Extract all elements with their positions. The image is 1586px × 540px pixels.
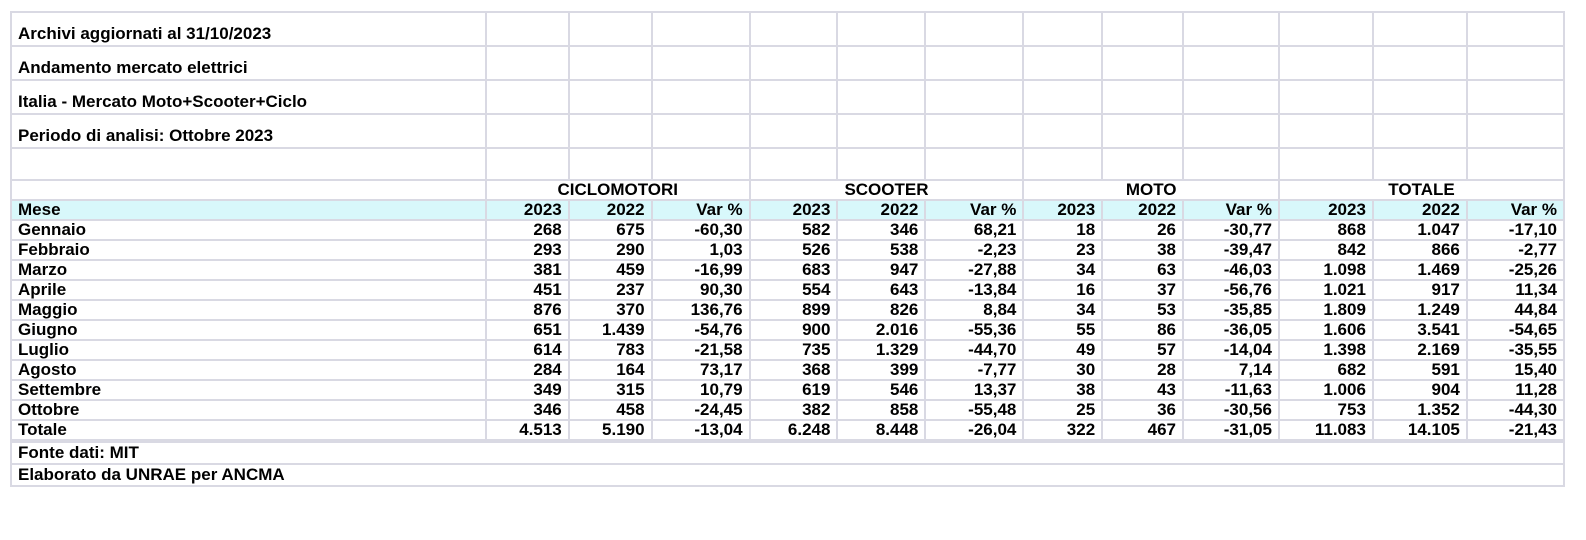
column-header-row <box>11 200 1564 220</box>
total-cell: 6.248 <box>750 420 838 441</box>
table-cell: -11,63 <box>1183 380 1279 400</box>
table-cell: 842 <box>1279 240 1373 260</box>
total-cell: -21,43 <box>1467 420 1564 441</box>
total-cell: 11.083 <box>1279 420 1373 441</box>
table-cell: 1.809 <box>1279 300 1373 320</box>
table-cell: -44,30 <box>1467 400 1564 420</box>
table-cell: 2.169 <box>1373 340 1467 360</box>
info-line: Andamento mercato elettrici <box>11 46 486 80</box>
group-label-ciclomotori: CICLOMOTORI <box>486 180 750 200</box>
column-header-mese: Mese <box>11 200 486 220</box>
table-cell: 900 <box>750 320 838 340</box>
total-cell: 322 <box>1023 420 1102 441</box>
table-cell: -46,03 <box>1183 260 1279 280</box>
table-cell: 34 <box>1023 300 1102 320</box>
table-row <box>11 300 1564 320</box>
table-cell: 37 <box>1102 280 1183 300</box>
footer-row <box>11 464 1564 486</box>
table-cell: 675 <box>569 220 652 240</box>
table-cell: 1.249 <box>1373 300 1467 320</box>
total-cell: 8.448 <box>837 420 925 441</box>
table-cell: 1.329 <box>837 340 925 360</box>
table-cell: 11,34 <box>1467 280 1564 300</box>
column-header: Var % <box>652 200 750 220</box>
table-cell: 381 <box>486 260 569 280</box>
table-cell: 399 <box>837 360 925 380</box>
month-label: Giugno <box>11 320 486 340</box>
info-row <box>11 46 1564 80</box>
market-table <box>10 11 1565 487</box>
table-cell: 15,40 <box>1467 360 1564 380</box>
table-row <box>11 360 1564 380</box>
table-cell: 346 <box>837 220 925 240</box>
total-cell: 14.105 <box>1373 420 1467 441</box>
table-cell: -2,77 <box>1467 240 1564 260</box>
table-cell: -21,58 <box>652 340 750 360</box>
table-cell: 370 <box>569 300 652 320</box>
table-cell: 90,30 <box>652 280 750 300</box>
table-cell: 682 <box>1279 360 1373 380</box>
column-header: 2022 <box>1102 200 1183 220</box>
month-label: Marzo <box>11 260 486 280</box>
table-row <box>11 260 1564 280</box>
footer-source: Fonte dati: MIT <box>11 441 1564 464</box>
table-cell: -35,55 <box>1467 340 1564 360</box>
info-row <box>11 80 1564 114</box>
column-header: 2022 <box>569 200 652 220</box>
table-cell: -55,48 <box>925 400 1023 420</box>
table-cell: 43 <box>1102 380 1183 400</box>
table-cell: -27,88 <box>925 260 1023 280</box>
table-cell: 904 <box>1373 380 1467 400</box>
table-cell: 826 <box>837 300 925 320</box>
table-cell: 23 <box>1023 240 1102 260</box>
table-cell: -60,30 <box>652 220 750 240</box>
table-cell: 651 <box>486 320 569 340</box>
table-cell: 582 <box>750 220 838 240</box>
table-cell: 783 <box>569 340 652 360</box>
table-cell: 30 <box>1023 360 1102 380</box>
table-cell: 26 <box>1102 220 1183 240</box>
table-cell: 268 <box>486 220 569 240</box>
table-cell: 858 <box>837 400 925 420</box>
table-cell: 1.098 <box>1279 260 1373 280</box>
info-line: Periodo di analisi: Ottobre 2023 <box>11 114 486 148</box>
table-cell: -55,36 <box>925 320 1023 340</box>
table-cell: 868 <box>1279 220 1373 240</box>
table-cell: -13,84 <box>925 280 1023 300</box>
table-cell: 284 <box>486 360 569 380</box>
table-cell: 36 <box>1102 400 1183 420</box>
table-cell: 458 <box>569 400 652 420</box>
table-cell: 947 <box>837 260 925 280</box>
table-row <box>11 320 1564 340</box>
table-cell: 349 <box>486 380 569 400</box>
table-cell: 18 <box>1023 220 1102 240</box>
table-cell: 1.439 <box>569 320 652 340</box>
table-cell: 34 <box>1023 260 1102 280</box>
table-cell: -44,70 <box>925 340 1023 360</box>
table-cell: 683 <box>750 260 838 280</box>
table-cell: -54,65 <box>1467 320 1564 340</box>
table-cell: -30,77 <box>1183 220 1279 240</box>
column-header: 2022 <box>837 200 925 220</box>
group-label-scooter: SCOOTER <box>750 180 1024 200</box>
table-cell: -39,47 <box>1183 240 1279 260</box>
table-cell: 73,17 <box>652 360 750 380</box>
total-cell: -13,04 <box>652 420 750 441</box>
table-cell: 57 <box>1102 340 1183 360</box>
group-header-row <box>11 180 1564 200</box>
table-cell: -2,23 <box>925 240 1023 260</box>
month-label: Agosto <box>11 360 486 380</box>
table-cell: 368 <box>750 360 838 380</box>
table-row <box>11 380 1564 400</box>
table-cell: 55 <box>1023 320 1102 340</box>
table-cell: 451 <box>486 280 569 300</box>
table-cell: 28 <box>1102 360 1183 380</box>
table-cell: 866 <box>1373 240 1467 260</box>
table-cell: -14,04 <box>1183 340 1279 360</box>
table-cell: 382 <box>750 400 838 420</box>
table-cell: 16 <box>1023 280 1102 300</box>
table-row <box>11 220 1564 240</box>
table-cell: 917 <box>1373 280 1467 300</box>
month-label: Aprile <box>11 280 486 300</box>
table-cell: 546 <box>837 380 925 400</box>
table-cell: 53 <box>1102 300 1183 320</box>
table-cell: 1.006 <box>1279 380 1373 400</box>
table-cell: 11,28 <box>1467 380 1564 400</box>
column-header: 2022 <box>1373 200 1467 220</box>
table-row <box>11 240 1564 260</box>
month-label: Maggio <box>11 300 486 320</box>
table-cell: 293 <box>486 240 569 260</box>
table-cell: -16,99 <box>652 260 750 280</box>
group-label-moto: MOTO <box>1023 180 1279 200</box>
table-cell: 7,14 <box>1183 360 1279 380</box>
blank-row <box>11 148 1564 180</box>
total-label: Totale <box>11 420 486 441</box>
table-cell: -25,26 <box>1467 260 1564 280</box>
table-row <box>11 280 1564 300</box>
total-cell: 5.190 <box>569 420 652 441</box>
table-cell: -30,56 <box>1183 400 1279 420</box>
table-cell: 591 <box>1373 360 1467 380</box>
table-cell: 1.352 <box>1373 400 1467 420</box>
table-cell: 86 <box>1102 320 1183 340</box>
table-cell: 1.398 <box>1279 340 1373 360</box>
table-cell: 136,76 <box>652 300 750 320</box>
info-row <box>11 12 1564 46</box>
month-label: Luglio <box>11 340 486 360</box>
table-cell: 25 <box>1023 400 1102 420</box>
info-row <box>11 114 1564 148</box>
column-header: Var % <box>1183 200 1279 220</box>
table-cell: 1.021 <box>1279 280 1373 300</box>
column-header: 2023 <box>750 200 838 220</box>
table-cell: -36,05 <box>1183 320 1279 340</box>
table-cell: 237 <box>569 280 652 300</box>
table-cell: 290 <box>569 240 652 260</box>
table-cell: 753 <box>1279 400 1373 420</box>
table-cell: 1.606 <box>1279 320 1373 340</box>
table-cell: -35,85 <box>1183 300 1279 320</box>
table-cell: 735 <box>750 340 838 360</box>
month-label: Febbraio <box>11 240 486 260</box>
table-cell: -24,45 <box>652 400 750 420</box>
total-cell: 4.513 <box>486 420 569 441</box>
table-cell: 10,79 <box>652 380 750 400</box>
table-cell: 2.016 <box>837 320 925 340</box>
month-label: Ottobre <box>11 400 486 420</box>
table-cell: 315 <box>569 380 652 400</box>
group-label-totale: TOTALE <box>1279 180 1564 200</box>
table-cell: 346 <box>486 400 569 420</box>
table-cell: 164 <box>569 360 652 380</box>
table-cell: 3.541 <box>1373 320 1467 340</box>
table-cell: 68,21 <box>925 220 1023 240</box>
table-cell: 526 <box>750 240 838 260</box>
column-header: Var % <box>925 200 1023 220</box>
table-cell: -7,77 <box>925 360 1023 380</box>
total-cell: -26,04 <box>925 420 1023 441</box>
table-cell: -56,76 <box>1183 280 1279 300</box>
table-cell: 38 <box>1023 380 1102 400</box>
table-cell: 614 <box>486 340 569 360</box>
column-header: 2023 <box>1023 200 1102 220</box>
table-cell: 459 <box>569 260 652 280</box>
table-cell: 619 <box>750 380 838 400</box>
table-cell: 38 <box>1102 240 1183 260</box>
column-header: 2023 <box>1279 200 1373 220</box>
info-line: Archivi aggiornati al 31/10/2023 <box>11 12 486 46</box>
table-cell: 876 <box>486 300 569 320</box>
table-cell: 44,84 <box>1467 300 1564 320</box>
total-cell: -31,05 <box>1183 420 1279 441</box>
table-cell: 538 <box>837 240 925 260</box>
total-cell: 467 <box>1102 420 1183 441</box>
table-row <box>11 400 1564 420</box>
footer-credit: Elaborato da UNRAE per ANCMA <box>11 464 1564 486</box>
table-cell: 63 <box>1102 260 1183 280</box>
data-body <box>11 220 1564 420</box>
month-label: Settembre <box>11 380 486 400</box>
table-cell: 899 <box>750 300 838 320</box>
footer-row <box>11 441 1564 464</box>
table-cell: 643 <box>837 280 925 300</box>
info-line: Italia - Mercato Moto+Scooter+Ciclo <box>11 80 486 114</box>
table-cell: 1.469 <box>1373 260 1467 280</box>
table-cell: 49 <box>1023 340 1102 360</box>
month-label: Gennaio <box>11 220 486 240</box>
table-cell: 1.047 <box>1373 220 1467 240</box>
table-cell: -54,76 <box>652 320 750 340</box>
table-cell: -17,10 <box>1467 220 1564 240</box>
total-row <box>11 420 1564 441</box>
table-row <box>11 340 1564 360</box>
column-header: 2023 <box>486 200 569 220</box>
table-cell: 13,37 <box>925 380 1023 400</box>
table-cell: 554 <box>750 280 838 300</box>
table-cell: 1,03 <box>652 240 750 260</box>
table-cell: 8,84 <box>925 300 1023 320</box>
column-header: Var % <box>1467 200 1564 220</box>
